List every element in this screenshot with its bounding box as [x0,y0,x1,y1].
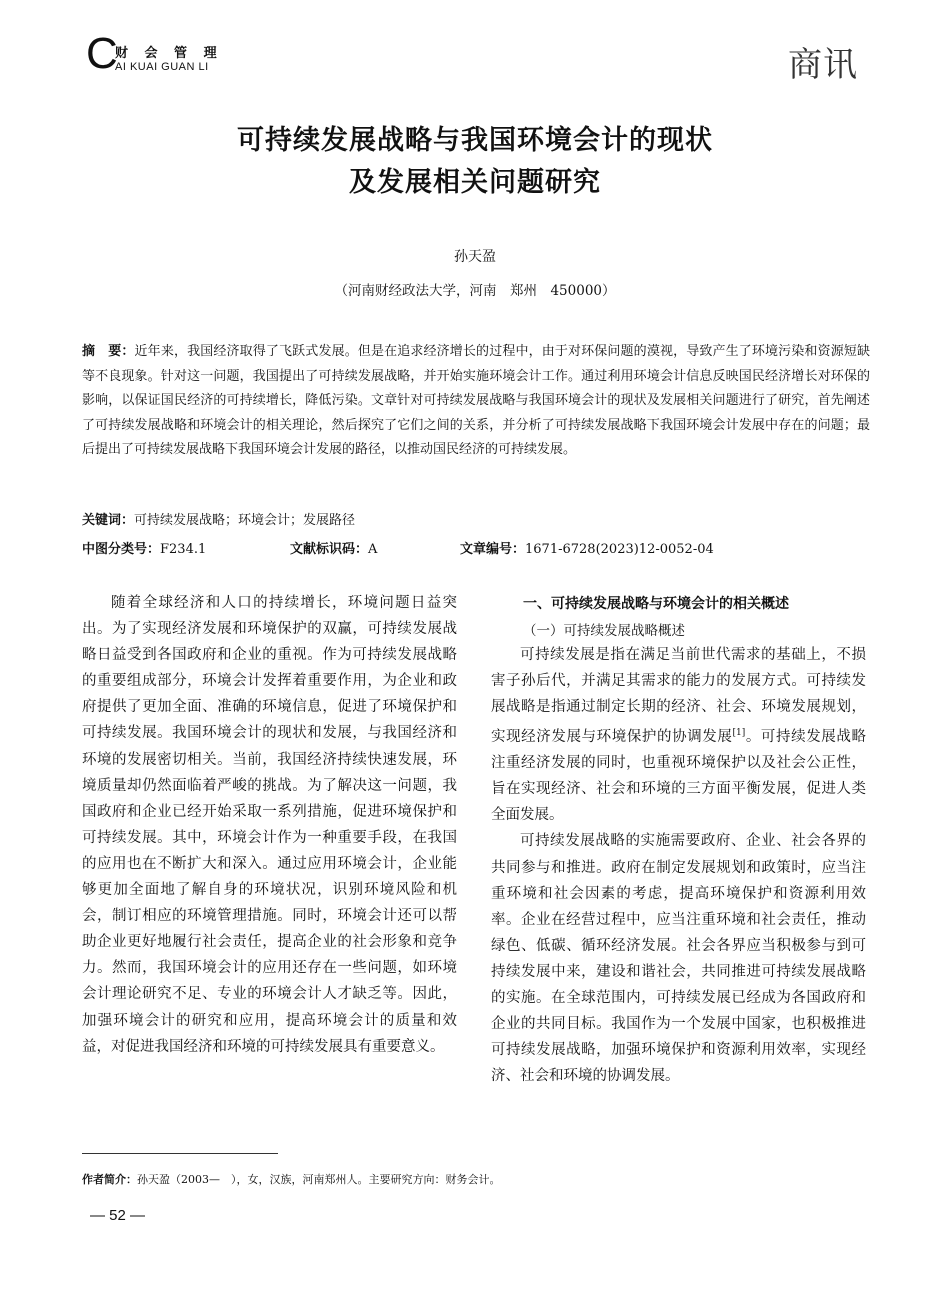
body-paragraph-2: 可持续发展战略的实施需要政府、企业、社会各界的共同参与和推进。政府在制定发展规划和政策时，应当注重环境和社会因素的考虑，提高环境保护和资源利用效率。企业在经营过程中，应当注重环境和社会责任，推动绿色、低碳、循环经济发展。社会各界应当积极参与到可持续发展中来，建设和谐社会，共同推进可持续发展战略的实施。在全球范围内，可持续发展已经成为各国政府和企业的共同目标。我国作为一个发展中国家，也积极推进可持续发展战略，加强环境保护和资源利用效率，实现经济、社会和环境的协调发展。 [491,833,866,1085]
clc-number [82,538,206,557]
abstract [82,340,870,463]
footnote-divider [82,1153,278,1154]
paragraph-1-text-b: 。可持续发展战略注重经济发展的同时，也重视环境保护以及社会公正性，旨在实现经济、社会和环境的三方面平衡发展，促进人类全面发展。 [491,729,866,824]
citation-ref[interactable]: [1] [732,728,746,739]
body-left-column [82,590,457,1060]
paragraph-1-text-a: 可持续发展是指在满足当前世代需求的基础上，不损害子孙后代，并满足其需求的能力的发展方式。可持续发展战略是指通过制定长期的经济、社会、环境发展规划，实现经济发展与环境保护的协调发展 [491,647,866,746]
footnote-label: 作者简介： [82,1173,137,1186]
abstract-text: 近年来，我国经济取得了飞跃式发展。但是在追求经济增长的过程中，由于对环保问题的漠视，导致产生了环境污染和资源短缺等不良现象。针对这一问题，我国提出了可持续发展战略，并开始实施环境会计工作。通过利用环境会计信息反映国民经济增长对环保的影响，以保证国民经济的可持续增长，降低污染。文章针对可持续发展战略与我国环境会计的现状及发展相关问题进行了研究，首先阐述了可持续发展战略和环境会计的相关理论，然后探究了它们之间的关系，并分析了可持续发展战略下我国环境会计发展中存在的问题；最后提出了可持续发展战略下我国环境会计发展的路径，以推动国民经济的可持续发展。 [82,344,870,457]
section-tag: 商讯 [788,45,858,85]
article-title-line2: 及发展相关问题研究 [349,167,601,198]
intro-paragraph: 随着全球经济和人口的持续增长，环境问题日益突出。为了实现经济发展和环境保护的双赢，可持续发展战略日益受到各国政府和企业的重视。作为可持续发展战略的重要组成部分，环境会计发挥着重要作用，为企业和政府提供了更加全面、准确的环境信息，促进了环境保护和可持续发展。我国环境会计的现状和发展，与我国经济和环境的发展密切相关。当前，我国经济持续快速发展，环境质量却仍然面临着严峻的挑战。为了解决这一问题，我国政府和企业已经开始采取一系列措施，促进环境保护和可持续发展。其中，环境会计作为一种重要手段，在我国的应用也在不断扩大和深入。通过应用环境会计，企业能够更加全面地了解自身的环境状况，识别环境风险和机会，制订相应的环境管理措施。同时，环境会计还可以帮助企业更好地履行社会责任，提高企业的社会形象和竞争力。然而，我国环境会计的应用还存在一些问题，如环境会计理论研究不足、专业的环境会计人才缺乏等。因此，加强环境会计的研究和应用，提高环境会计的质量和效益，对促进我国经济和环境的可持续发展具有重要意义。 [82,595,457,1055]
author-footnote [82,1171,501,1187]
author-name: 孙天盈 [454,249,496,265]
subsection-heading: （一）可持续发展战略概述 [523,623,685,639]
keywords [82,509,870,528]
body-paragraph-1 [491,642,866,828]
document-code-value: A [368,542,378,557]
footnote-text: 孙天盈（2003— ），女，汉族，河南郑州人。主要研究方向：财务会计。 [137,1173,501,1186]
journal-logo-letter: C [86,29,118,78]
document-code [290,538,377,557]
article-id [460,538,714,557]
article-title-line1: 可持续发展战略与我国环境会计的现状 [237,125,713,156]
clc-value: F234.1 [160,542,207,557]
article-id-label: 文章编号： [460,542,526,557]
page-number: — 52 — [90,1207,146,1224]
keywords-label: 关键词： [82,513,135,528]
clc-label: 中图分类号： [82,542,161,557]
section-heading: 一、可持续发展战略与环境会计的相关概述 [523,596,789,612]
keywords-text: 可持续发展战略；环境会计；发展路径 [134,513,356,528]
journal-name-en: AI KUAI GUAN LI [115,61,209,73]
body-right-column [491,642,866,1089]
article-id-value: 1671-6728(2023)12-0052-04 [525,542,714,557]
abstract-label: 摘 要： [82,344,135,359]
author-affiliation: （河南财经政法大学，河南 郑州 450000） [334,283,616,299]
journal-name-cn: 财 会 管 理 [115,46,223,61]
document-code-label: 文献标识码： [290,542,369,557]
